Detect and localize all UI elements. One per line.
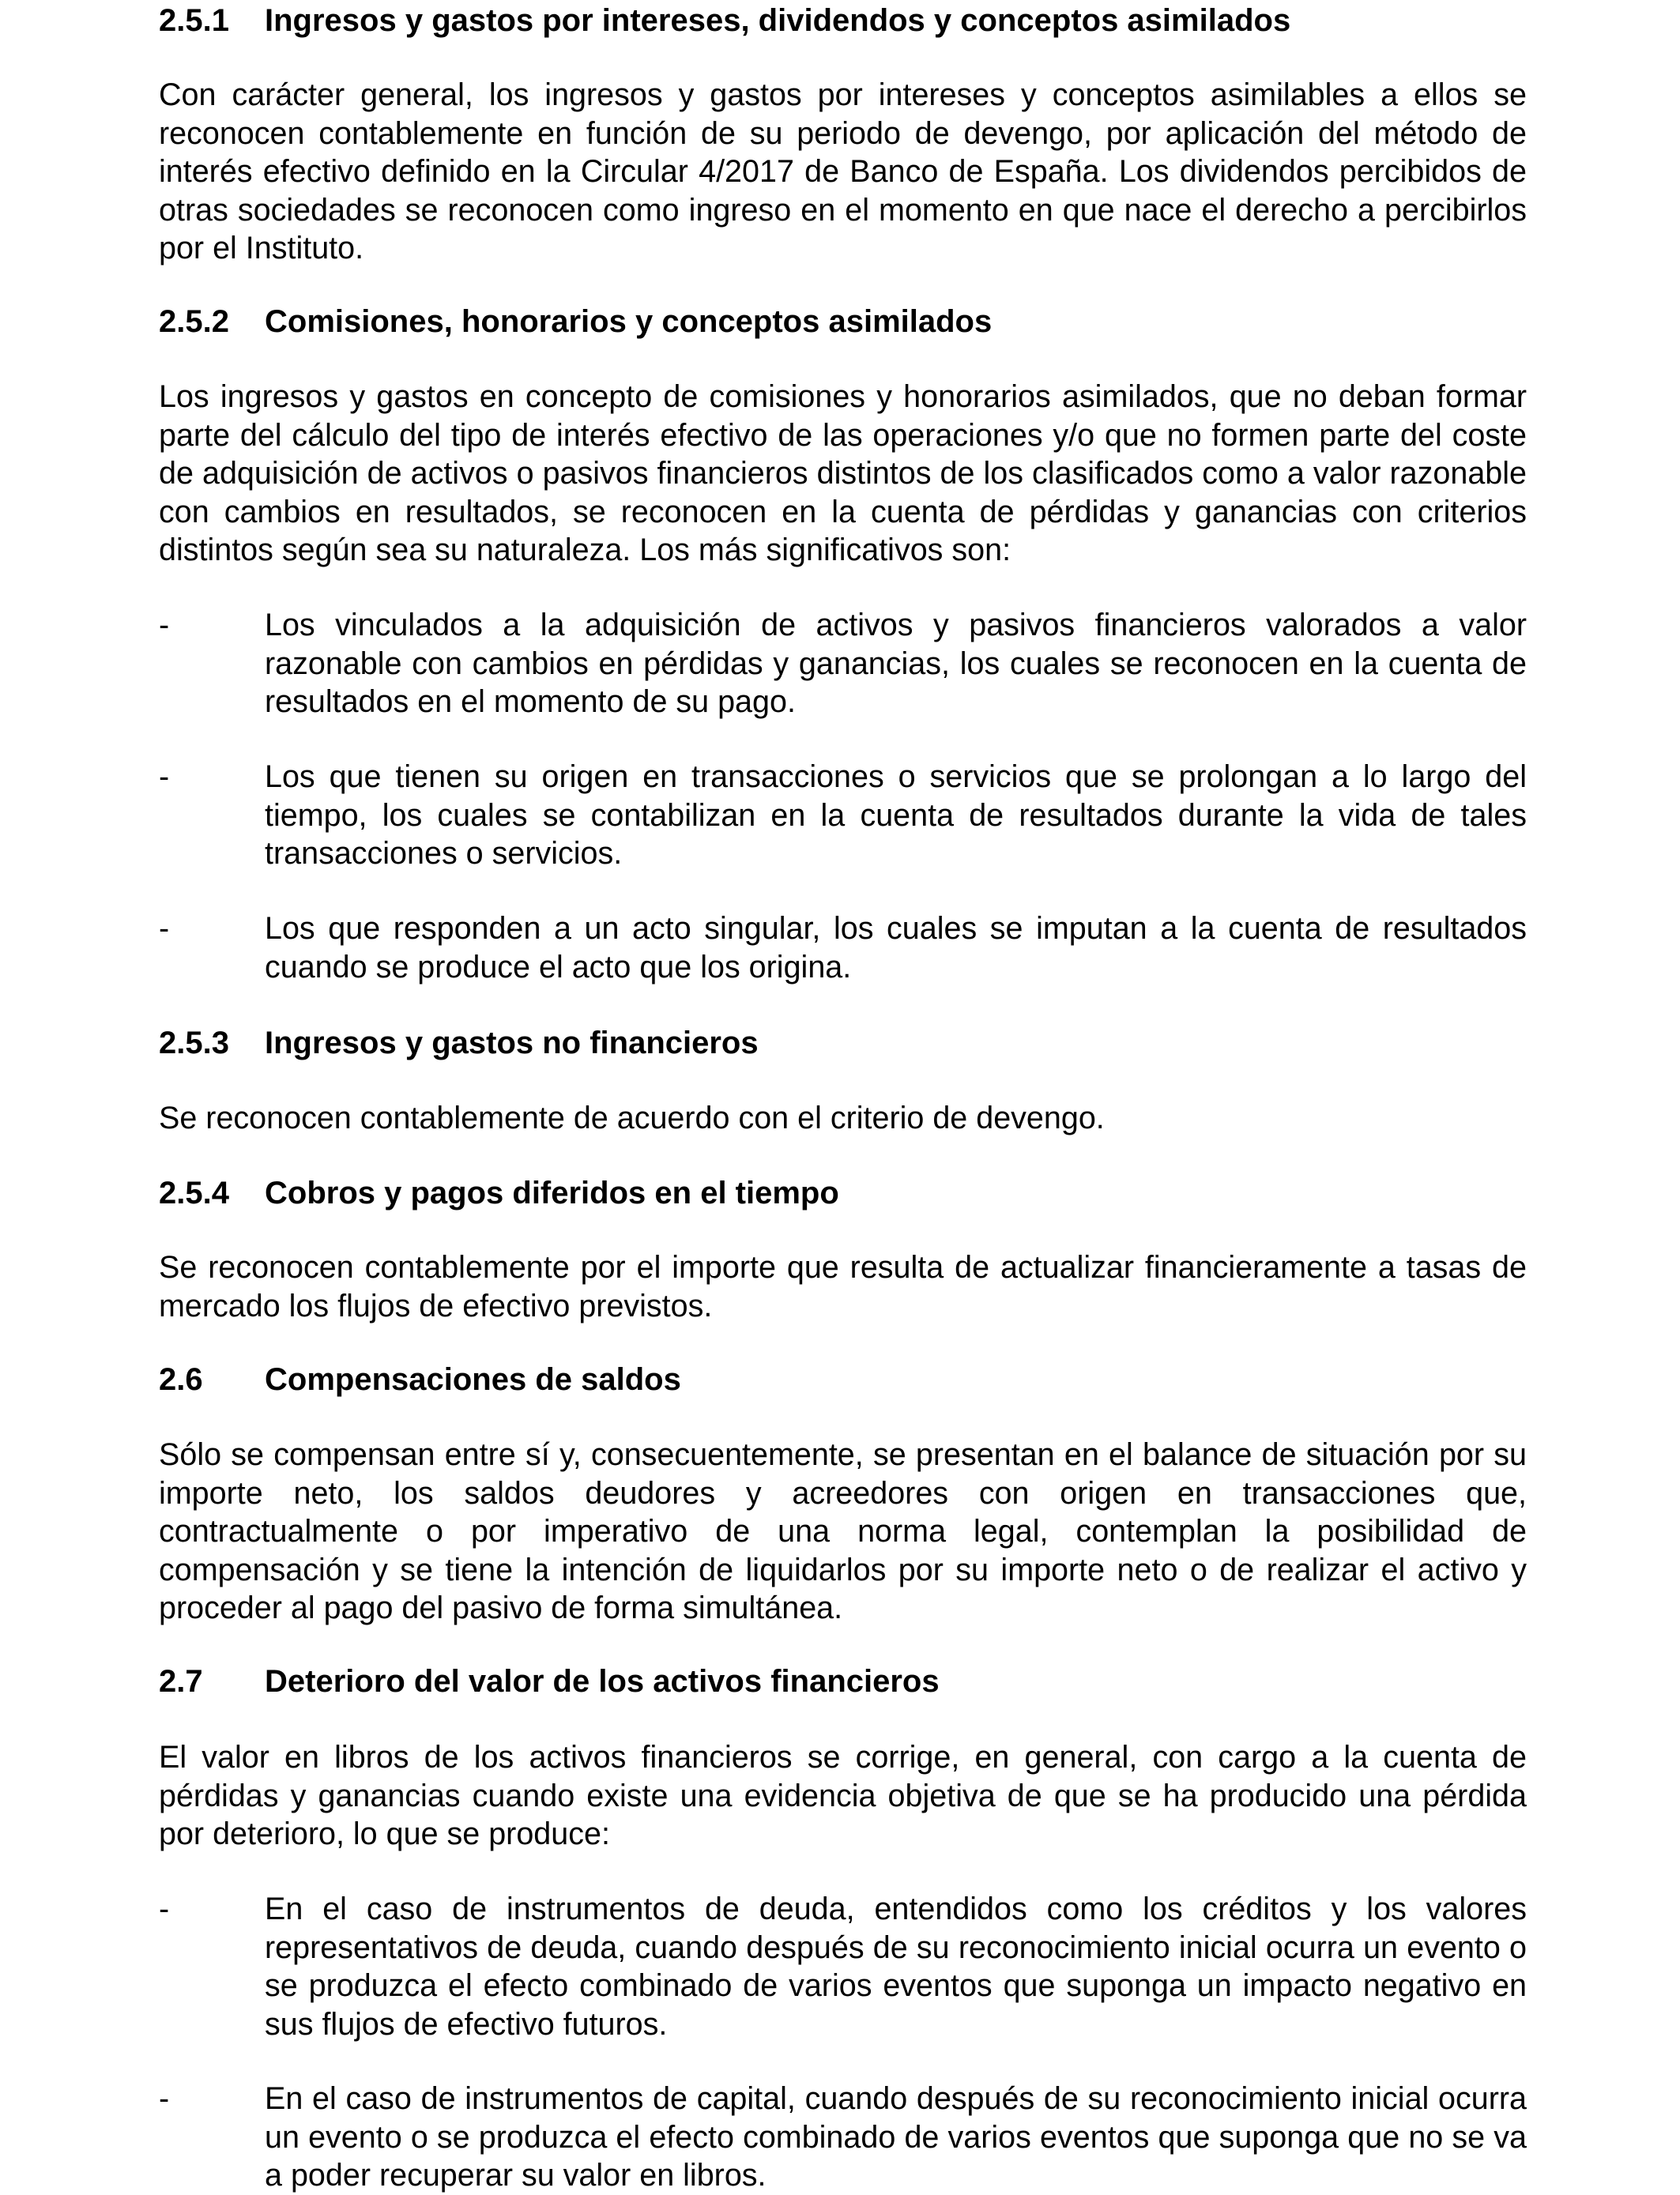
bullet-marker: - — [159, 759, 170, 794]
list-item-text: Los que tienen su origen en transacciones o servicios que se prolongan a lo largo del tiempo, los cuales se contabilizan en la cuenta de resultados durante la vida de tales transacciones o servicios. — [265, 759, 1527, 871]
section-heading-2-5-2 — [159, 303, 1527, 341]
paragraph-2-5-2: Los ingresos y gastos en concepto de comisiones y honorarios asimilados, que no deban formar parte del cálculo del tipo de interés efectivo de las operaciones y/o que no formen parte del coste de adquisición de activos o pasivos financieros distintos de los clasificados como a valor razonable con cambios en resultados, se reconocen en la cuenta de pérdidas y ganancias con criterios distintos según sea su naturaleza. Los más significativos son: — [159, 379, 1527, 567]
section-number: 2.5.2 — [159, 304, 229, 339]
section-heading-2-5-3 — [159, 1024, 1527, 1062]
list-item-text: Los que responden a un acto singular, los cuales se imputan a la cuenta de resultados cuando se produce el acto que los origina. — [265, 911, 1527, 985]
bullet-marker: - — [159, 608, 170, 642]
section-title: Comisiones, honorarios y conceptos asimilados — [265, 304, 993, 339]
section-number: 2.5.1 — [159, 3, 229, 38]
paragraph-2-7: El valor en libros de los activos financieros se corrige, en general, con cargo a la cuenta de pérdidas y ganancias cuando existe una evidencia objetiva de que se ha producido una pérdida por deterioro, lo que se produce: — [159, 1740, 1527, 1851]
section-heading-2-5-4 — [159, 1174, 1527, 1212]
bullet-marker: - — [159, 1892, 170, 1926]
section-number: 2.7 — [159, 1664, 203, 1699]
section-number: 2.5.4 — [159, 1176, 229, 1210]
paragraph-2-5-1: Con carácter general, los ingresos y gastos por intereses y conceptos asimilables a ellos se reconocen contablemente en función de su periodo de devengo, por aplicación del método de interés efectivo definido en la Circular 4/2017 de Banco de España. Los dividendos percibidos de otras sociedades se reconocen como ingreso en el momento en que nace el derecho a percibirlos por el Instituto. — [159, 77, 1527, 265]
section-title: Ingresos y gastos no financieros — [265, 1026, 759, 1060]
section-heading-2-6 — [159, 1361, 1527, 1399]
paragraph-2-6: Sólo se compensan entre sí y, consecuentemente, se presentan en el balance de situación por su importe neto, los saldos deudores y acreedores con origen en transacciones que, contractualmente o por imperativo de una norma legal, contemplan la posibilidad de compensación y se tiene la intención de liquidarlos por su importe neto o de realizar el activo y proceder al pago del pasivo de forma simultánea. — [159, 1437, 1527, 1625]
paragraph-2-5-4: Se reconocen contablemente por el importe que resulta de actualizar financieramente a tasas de mercado los flujos de efectivo previstos. — [159, 1250, 1527, 1323]
section-heading-2-7 — [159, 1662, 1527, 1700]
bullet-marker: - — [159, 911, 170, 946]
paragraph-2-5-3: Se reconocen contablemente de acuerdo con el criterio de devengo. — [159, 1101, 1105, 1135]
section-heading-2-5-1 — [159, 2, 1527, 40]
section-title: Ingresos y gastos por intereses, dividendos y conceptos asimilados — [265, 3, 1291, 38]
list-item-text: Los vinculados a la adquisición de activos y pasivos financieros valorados a valor razonable con cambios en pérdidas y ganancias, los cuales se reconocen en la cuenta de resultados en el momento de su pago. — [265, 608, 1527, 719]
section-title: Compensaciones de saldos — [265, 1362, 681, 1397]
bullet-marker: - — [159, 2081, 170, 2116]
section-title: Cobros y pagos diferidos en el tiempo — [265, 1176, 839, 1210]
section-number: 2.5.3 — [159, 1026, 229, 1060]
section-number: 2.6 — [159, 1362, 203, 1397]
section-title: Deterioro del valor de los activos financieros — [265, 1664, 940, 1699]
list-item-text: En el caso de instrumentos de capital, cuando después de su reconocimiento inicial ocurra un evento o se produzca el efecto combinado de varios eventos que suponga que no se va a poder recuperar su valor en libros. — [265, 2081, 1527, 2193]
list-item-text: En el caso de instrumentos de deuda, entendidos como los créditos y los valores representativos de deuda, cuando después de su reconocimiento inicial ocurra un evento o se produzca el efecto combinado de varios eventos que suponga un impacto negativo en sus flujos de efectivo futuros. — [265, 1892, 1527, 2042]
